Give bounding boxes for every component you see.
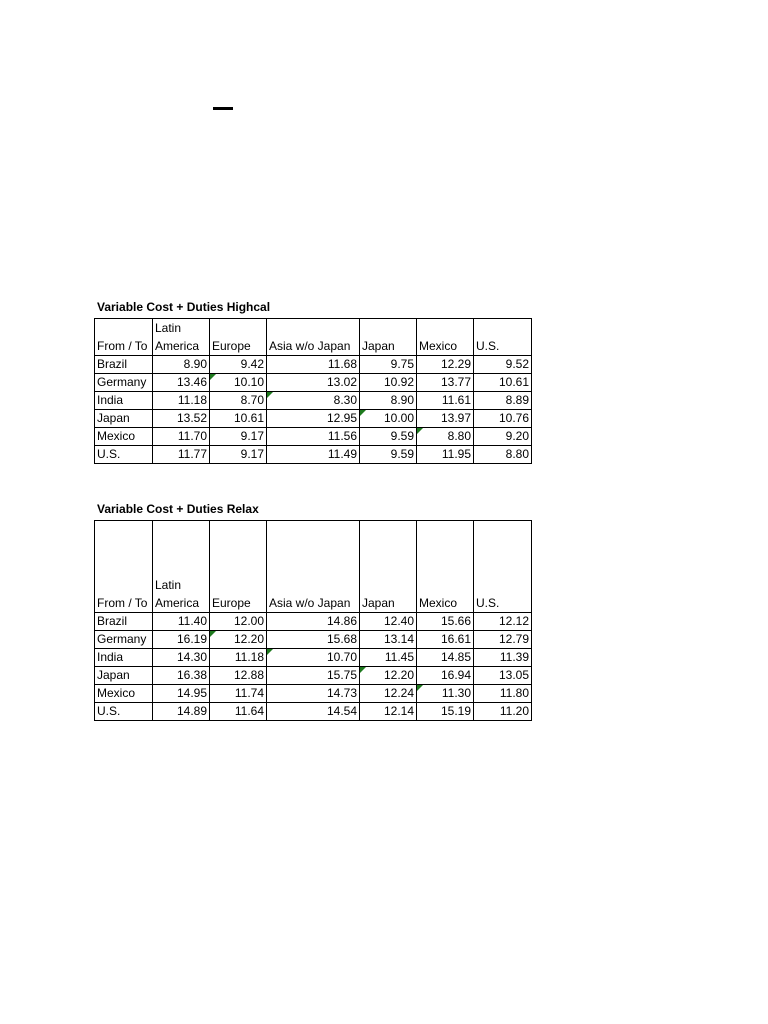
header-latin-america [153, 319, 210, 356]
cell: 11.30 [417, 685, 474, 703]
cell: 12.29 [417, 356, 474, 374]
table-row [95, 649, 532, 667]
cell: 11.61 [417, 392, 474, 410]
table-relax [94, 520, 532, 721]
cell: 10.92 [360, 374, 417, 392]
table-row [95, 428, 532, 446]
cell: 16.19 [153, 631, 210, 649]
cell: 11.70 [153, 428, 210, 446]
cell: 8.90 [360, 392, 417, 410]
row-label: Germany [95, 374, 153, 392]
header-row [95, 521, 532, 613]
cell: 11.20 [474, 703, 532, 721]
cell: 8.89 [474, 392, 532, 410]
row-label: Mexico [95, 685, 153, 703]
cell: 12.12 [474, 613, 532, 631]
cell: 13.77 [417, 374, 474, 392]
cell: 9.17 [210, 428, 267, 446]
row-label: Japan [95, 667, 153, 685]
table-row [95, 613, 532, 631]
cell: 10.70 [267, 649, 360, 667]
header-mexico: Mexico [417, 521, 474, 613]
row-label: Brazil [95, 613, 153, 631]
header-latin-bottom: America [155, 596, 200, 610]
table-row [95, 685, 532, 703]
cell: 14.95 [153, 685, 210, 703]
table-row [95, 356, 532, 374]
cell: 11.95 [417, 446, 474, 464]
cell: 14.85 [417, 649, 474, 667]
header-from-to: From / To [95, 521, 153, 613]
cell: 11.40 [153, 613, 210, 631]
cell: 10.00 [360, 410, 417, 428]
cell: 13.14 [360, 631, 417, 649]
cell: 8.90 [153, 356, 210, 374]
row-label: U.S. [95, 446, 153, 464]
cell: 14.54 [267, 703, 360, 721]
cell: 12.95 [267, 410, 360, 428]
header-us: U.S. [474, 521, 532, 613]
cell: 12.14 [360, 703, 417, 721]
table-title-relax: Variable Cost + Duties Relax [97, 502, 259, 516]
row-label: Brazil [95, 356, 153, 374]
cell: 9.42 [210, 356, 267, 374]
cell: 15.75 [267, 667, 360, 685]
cell: 16.38 [153, 667, 210, 685]
cell: 14.89 [153, 703, 210, 721]
cell: 15.68 [267, 631, 360, 649]
header-mexico: Mexico [417, 319, 474, 356]
row-label: India [95, 392, 153, 410]
table-row [95, 392, 532, 410]
cell: 13.05 [474, 667, 532, 685]
header-europe: Europe [210, 319, 267, 356]
table-highcal [94, 318, 532, 464]
cell: 11.18 [210, 649, 267, 667]
table-row [95, 667, 532, 685]
table-title-highcal: Variable Cost + Duties Highcal [97, 300, 271, 314]
table-row [95, 631, 532, 649]
cell: 11.45 [360, 649, 417, 667]
cell: 9.20 [474, 428, 532, 446]
table-row [95, 703, 532, 721]
cell: 15.66 [417, 613, 474, 631]
header-japan: Japan [360, 521, 417, 613]
row-label: India [95, 649, 153, 667]
cell: 9.17 [210, 446, 267, 464]
header-latin-top: Latin [155, 578, 182, 592]
cell: 11.80 [474, 685, 532, 703]
cell: 11.49 [267, 446, 360, 464]
cell: 16.94 [417, 667, 474, 685]
cell: 11.64 [210, 703, 267, 721]
cell: 10.76 [474, 410, 532, 428]
cell: 9.75 [360, 356, 417, 374]
row-label: U.S. [95, 703, 153, 721]
cell: 9.59 [360, 446, 417, 464]
cell: 12.79 [474, 631, 532, 649]
cell: 14.86 [267, 613, 360, 631]
cell: 13.02 [267, 374, 360, 392]
cell: 12.00 [210, 613, 267, 631]
header-latin-america [153, 521, 210, 613]
cell: 11.77 [153, 446, 210, 464]
header-asia: Asia w/o Japan [267, 521, 360, 613]
header-us: U.S. [474, 319, 532, 356]
row-label: Japan [95, 410, 153, 428]
row-label: Germany [95, 631, 153, 649]
dash-mark [213, 107, 233, 110]
table-row [95, 374, 532, 392]
cell: 13.46 [153, 374, 210, 392]
cell: 11.39 [474, 649, 532, 667]
cell: 8.30 [267, 392, 360, 410]
header-asia: Asia w/o Japan [267, 319, 360, 356]
cell: 14.30 [153, 649, 210, 667]
header-from-to: From / To [95, 319, 153, 356]
header-europe: Europe [210, 521, 267, 613]
table-row [95, 410, 532, 428]
cell: 11.18 [153, 392, 210, 410]
table-row [95, 446, 532, 464]
cell: 10.61 [210, 410, 267, 428]
cell: 8.80 [417, 428, 474, 446]
cell: 10.10 [210, 374, 267, 392]
header-latin-bottom: America [155, 339, 200, 353]
cell: 10.61 [474, 374, 532, 392]
cell: 9.59 [360, 428, 417, 446]
cell: 11.74 [210, 685, 267, 703]
cell: 11.56 [267, 428, 360, 446]
cell: 13.52 [153, 410, 210, 428]
cell: 11.68 [267, 356, 360, 374]
cell: 12.24 [360, 685, 417, 703]
cell: 12.40 [360, 613, 417, 631]
header-latin-top: Latin [155, 321, 182, 335]
cell: 13.97 [417, 410, 474, 428]
header-row [95, 319, 532, 356]
cell: 12.20 [360, 667, 417, 685]
cell: 15.19 [417, 703, 474, 721]
cell: 8.70 [210, 392, 267, 410]
cell: 14.73 [267, 685, 360, 703]
row-label: Mexico [95, 428, 153, 446]
header-japan: Japan [360, 319, 417, 356]
cell: 9.52 [474, 356, 532, 374]
cell: 8.80 [474, 446, 532, 464]
cell: 12.88 [210, 667, 267, 685]
cell: 12.20 [210, 631, 267, 649]
cell: 16.61 [417, 631, 474, 649]
